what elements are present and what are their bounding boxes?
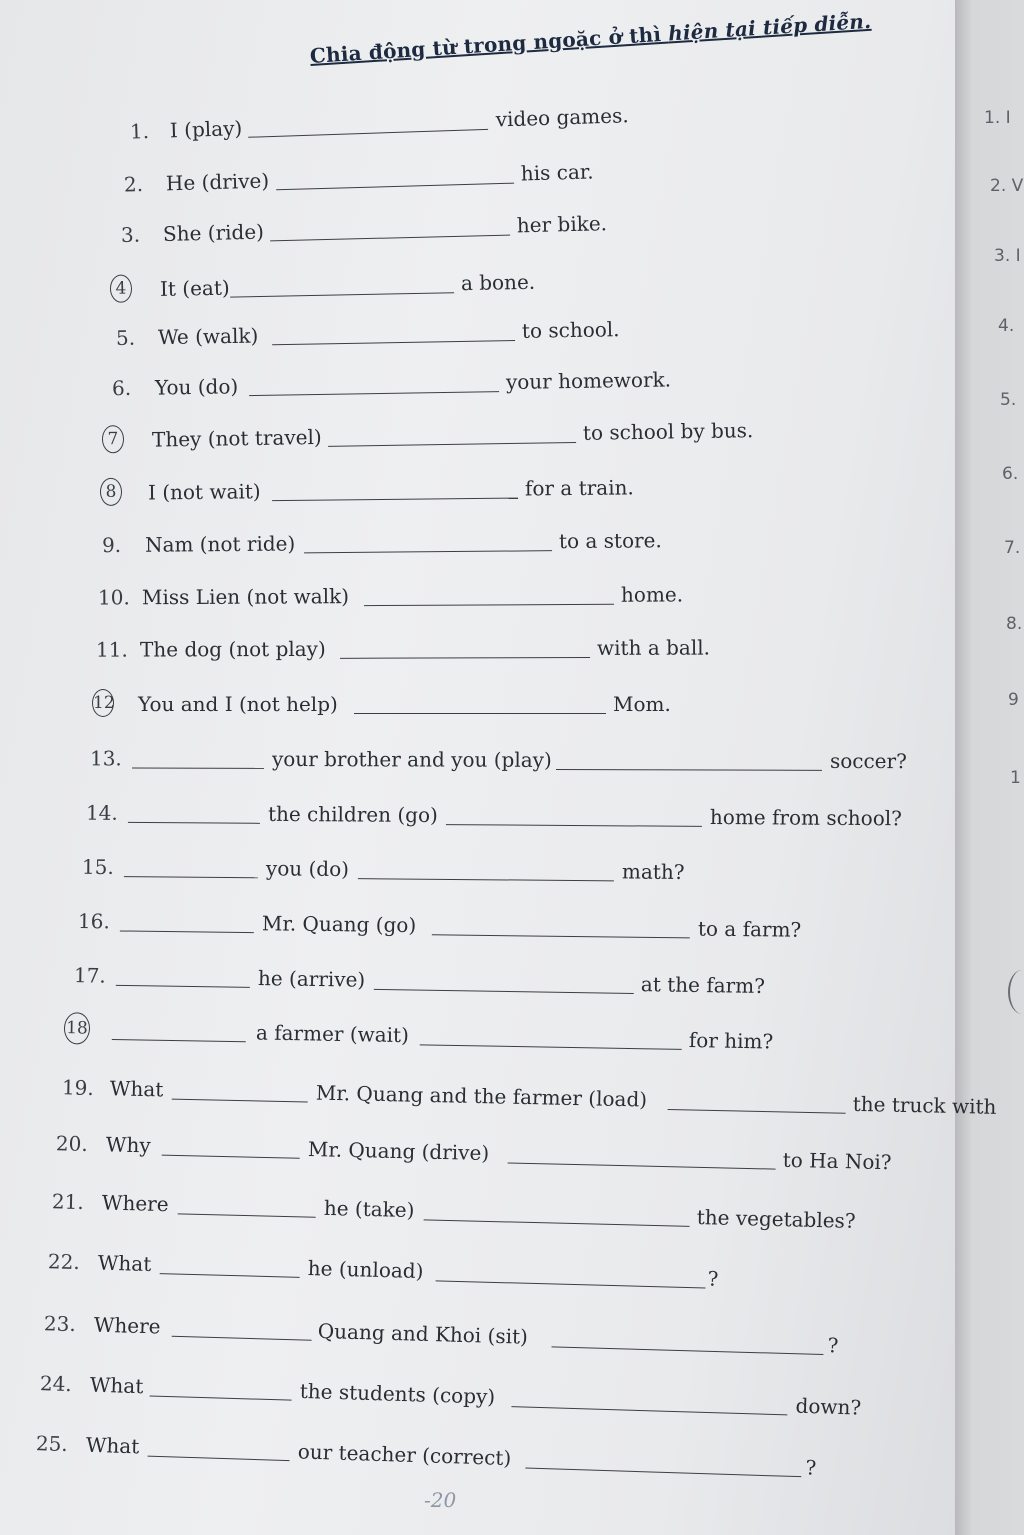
item-continuation: math?	[621, 859, 685, 884]
item-continuation: for him?	[688, 1028, 774, 1054]
item-prompt: We (walk)	[157, 323, 259, 350]
auxiliary-blank[interactable]	[128, 821, 260, 824]
item-continuation: ?	[805, 1455, 817, 1480]
adjacent-page-number: 1. I	[984, 108, 1011, 128]
item-prompt: Nam (not ride)	[144, 531, 296, 557]
item-number: 10.	[97, 585, 130, 610]
auxiliary-blank[interactable]	[124, 875, 258, 878]
item-prompt: Mr. Quang (go)	[261, 911, 417, 938]
item-prompt: the students (copy)	[299, 1378, 496, 1409]
item-number: 15.	[81, 854, 114, 879]
auxiliary-blank[interactable]	[172, 1335, 312, 1341]
item-continuation: her bike.	[516, 211, 608, 238]
item-continuation: the vegetables?	[696, 1205, 856, 1233]
question-word: Where	[101, 1190, 169, 1217]
item-prompt: Mr. Quang and the farmer (load)	[315, 1080, 648, 1112]
item-continuation: to school by bus.	[582, 418, 754, 445]
exercise-item-14	[0, 794, 1024, 835]
item-number: 5.	[115, 325, 136, 350]
item-prompt: The dog (not play)	[139, 636, 326, 662]
item-number-circled: 8	[100, 478, 122, 506]
item-prompt: She (ride)	[162, 219, 265, 247]
answer-blank[interactable]	[374, 988, 634, 994]
answer-blank[interactable]	[354, 712, 606, 714]
answer-blank[interactable]	[248, 128, 488, 138]
item-prompt: Quang and Khoi (sit)	[317, 1318, 529, 1349]
item-prompt: the children (go)	[267, 801, 438, 828]
item-number: 13.	[89, 746, 122, 771]
item-number: 19.	[61, 1075, 95, 1100]
adjacent-page-number: 4.	[998, 316, 1015, 336]
item-number: 24.	[39, 1371, 73, 1397]
item-continuation: down?	[795, 1393, 862, 1420]
adjacent-page-number: 2. V	[990, 176, 1024, 196]
item-prompt: he (arrive)	[257, 966, 366, 992]
item-prompt: you (do)	[265, 856, 350, 882]
item-continuation: to a store.	[558, 528, 662, 554]
answer-blank[interactable]	[249, 390, 499, 396]
answer-blank[interactable]	[272, 497, 518, 502]
item-prompt: He (drive)	[165, 168, 270, 196]
item-prompt: You and I (not help)	[138, 692, 338, 716]
answer-blank[interactable]	[446, 823, 702, 827]
item-prompt: Miss Lien (not walk)	[141, 584, 350, 610]
answer-blank[interactable]	[432, 933, 690, 938]
handwritten-note: -20	[424, 1488, 457, 1512]
item-prompt: a farmer (wait)	[255, 1020, 410, 1048]
answer-blank[interactable]	[270, 234, 510, 242]
item-number: 6.	[111, 375, 132, 401]
item-number: 23.	[43, 1311, 77, 1337]
item-number: 25.	[35, 1431, 69, 1457]
item-prompt: I (play)	[169, 115, 243, 143]
item-number: 14.	[85, 800, 118, 825]
item-number: 9.	[101, 532, 122, 558]
item-continuation: your homework.	[505, 367, 672, 395]
auxiliary-blank[interactable]	[120, 929, 254, 933]
item-number: 16.	[77, 908, 110, 934]
item-number: 22.	[47, 1249, 81, 1275]
answer-blank[interactable]	[340, 656, 590, 659]
question-word: What	[89, 1372, 144, 1399]
question-word: What	[109, 1076, 164, 1102]
adjacent-page-number: 1	[1010, 768, 1021, 788]
answer-blank[interactable]	[424, 1218, 690, 1226]
exercise-item-11	[0, 628, 1024, 666]
item-number: 20.	[55, 1131, 89, 1156]
item-prompt: I (not wait)	[147, 479, 261, 505]
item-continuation: home.	[620, 582, 684, 607]
adjacent-page-number: 6.	[1002, 464, 1019, 484]
item-number: 21.	[51, 1189, 85, 1215]
item-number-circled: 4	[110, 274, 133, 302]
auxiliary-blank[interactable]	[172, 1098, 308, 1103]
answer-blank[interactable]	[276, 182, 514, 191]
item-prompt: Mr. Quang (drive)	[307, 1136, 490, 1166]
item-number: 17.	[73, 963, 106, 988]
answer-blank[interactable]	[358, 877, 614, 881]
auxiliary-blank[interactable]	[160, 1272, 300, 1278]
item-continuation: Mom.	[613, 692, 671, 716]
exercise-item-10	[0, 575, 1024, 614]
answer-blank[interactable]	[556, 768, 822, 771]
item-prompt: They (not travel)	[151, 424, 322, 452]
item-continuation: to a farm?	[697, 916, 802, 942]
answer-blank[interactable]	[304, 549, 552, 553]
auxiliary-blank[interactable]	[112, 1038, 246, 1042]
item-continuation: with a ball.	[596, 635, 710, 660]
item-continuation: home from school?	[709, 804, 903, 831]
question-word: Where	[93, 1312, 161, 1339]
auxiliary-blank[interactable]	[116, 984, 250, 988]
auxiliary-blank[interactable]	[132, 766, 264, 768]
answer-blank[interactable]	[272, 339, 515, 345]
item-prompt: You (do)	[154, 374, 239, 400]
answer-blank[interactable]	[511, 1405, 787, 1415]
answer-blank[interactable]	[551, 1345, 823, 1355]
auxiliary-blank[interactable]	[150, 1394, 292, 1400]
question-word: Why	[105, 1132, 151, 1158]
adjacent-page-number: 7.	[1004, 538, 1021, 558]
item-number: 3.	[120, 222, 141, 248]
item-number-circled: 18	[64, 1012, 91, 1044]
answer-blank[interactable]	[436, 1279, 706, 1288]
item-continuation: his car.	[520, 159, 594, 186]
item-number-circled: 12	[92, 689, 114, 717]
item-number-circled: 7	[102, 425, 124, 453]
title-main: Chia động từ trong ngoặc ở thì	[309, 21, 669, 69]
answer-blank[interactable]	[508, 1162, 776, 1170]
adjacent-page-number: 5.	[1000, 390, 1017, 410]
auxiliary-blank[interactable]	[148, 1455, 290, 1461]
item-continuation: a bone.	[460, 269, 536, 296]
adjacent-page-number: 3. I	[994, 246, 1021, 266]
item-continuation: soccer?	[829, 748, 907, 774]
item-continuation: to Ha Noi?	[782, 1147, 892, 1175]
item-prompt: your brother and you (play)	[271, 746, 552, 772]
exercise-item-13	[0, 740, 1024, 778]
adjacent-page-number: 8.	[1006, 614, 1023, 634]
adjacent-page-number: 9	[1008, 690, 1019, 710]
item-continuation: for a train.	[524, 475, 634, 501]
item-continuation: the truck with	[852, 1091, 997, 1119]
item-prompt: It (eat)	[159, 275, 230, 301]
answer-blank[interactable]	[364, 603, 614, 606]
item-number: 11.	[95, 637, 128, 662]
item-continuation: ?	[827, 1333, 839, 1358]
item-continuation: to school.	[521, 317, 620, 343]
auxiliary-blank[interactable]	[178, 1212, 316, 1217]
answer-blank[interactable]	[668, 1108, 846, 1114]
item-continuation: video games.	[495, 103, 629, 132]
item-prompt: he (unload)	[307, 1256, 424, 1284]
question-word: What	[97, 1250, 152, 1276]
answer-blank[interactable]	[420, 1043, 682, 1050]
answer-blank[interactable]	[525, 1467, 801, 1478]
item-prompt: he (take)	[323, 1195, 415, 1223]
item-number: 1.	[129, 119, 150, 144]
item-prompt: our teacher (correct)	[297, 1439, 512, 1471]
item-continuation: at the farm?	[640, 972, 766, 999]
answer-blank[interactable]	[230, 291, 454, 297]
exercise-item-12	[0, 686, 1024, 720]
answer-blank[interactable]	[328, 441, 576, 447]
item-number: 2.	[123, 172, 144, 197]
question-word: What	[85, 1432, 140, 1459]
auxiliary-blank[interactable]	[162, 1154, 300, 1159]
title-italic: hiện tại tiếp diễn.	[667, 8, 872, 46]
item-continuation: ?	[707, 1266, 719, 1291]
